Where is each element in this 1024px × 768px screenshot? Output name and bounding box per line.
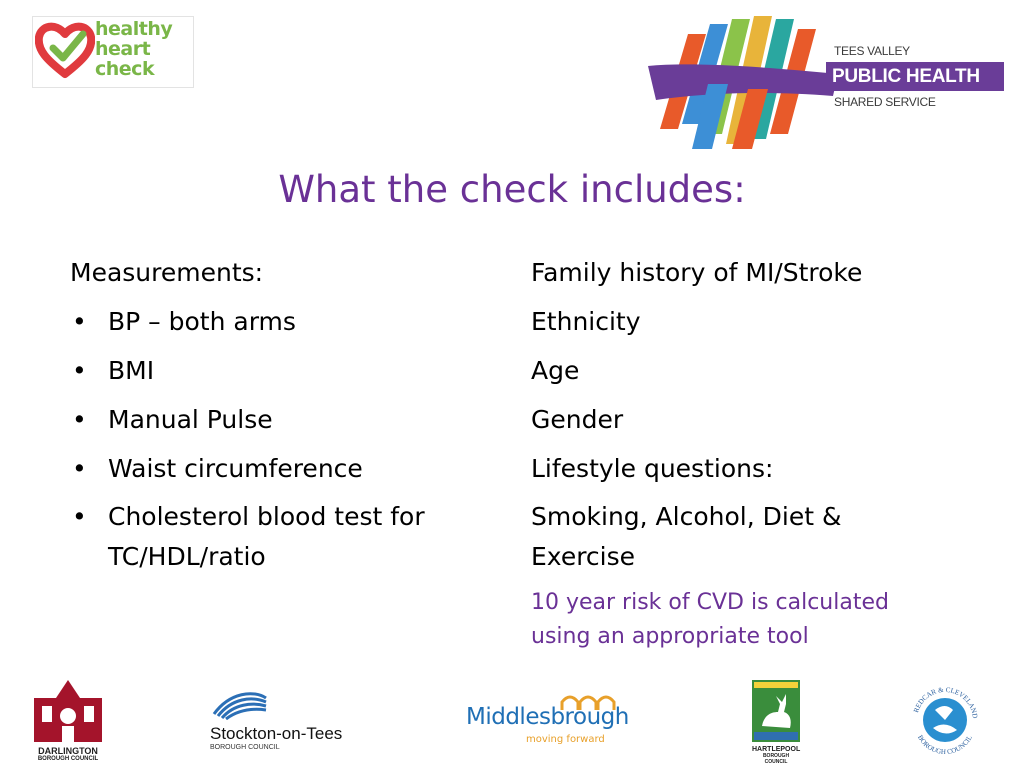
measurements-column xyxy=(70,248,490,577)
hartlepool-hart-icon xyxy=(752,680,800,742)
bullet-item xyxy=(70,444,490,493)
cvd-risk-note: 10 year risk of CVD is calculated using an appropriate tool xyxy=(531,590,889,649)
bullet-item xyxy=(70,297,490,346)
hartlepool-logo xyxy=(752,680,801,765)
redcar-cleveland-logo xyxy=(905,680,985,760)
risk-item: Family history of MI/Stroke xyxy=(531,258,863,287)
risk-item: Lifestyle questions: xyxy=(531,454,774,483)
tees-valley-text: TEES VALLEY xyxy=(834,44,910,58)
risk-item: Ethnicity xyxy=(531,307,641,336)
bullet-item xyxy=(70,493,488,577)
healthy-heart-check-logo xyxy=(32,16,194,88)
darlington-sub-text: BOROUGH COUNCIL xyxy=(37,756,99,762)
stockton-text: Stockton-on-Tees xyxy=(210,724,343,743)
stripes-emblem-icon xyxy=(648,14,848,149)
public-health-text: PUBLIC HEALTH xyxy=(832,66,980,87)
redcar-cleveland-emblem-icon xyxy=(905,680,985,760)
bullet-text: Manual Pulse xyxy=(108,405,273,434)
bullet-item xyxy=(70,395,490,444)
risk-item: Gender xyxy=(531,405,624,434)
stockton-logo xyxy=(210,688,360,758)
bullet-marker: • xyxy=(72,405,87,434)
bullet-marker: • xyxy=(72,356,87,385)
hartlepool-sub-text: BOROUGH COUNCIL xyxy=(762,753,790,765)
risk-factors-column xyxy=(531,248,951,577)
risk-item: Age xyxy=(531,356,580,385)
hhc-logo-text: healthy heart check xyxy=(95,18,173,80)
middlesbrough-sub-text: moving forward xyxy=(526,734,605,745)
stockton-swoosh-icon xyxy=(210,688,270,720)
darlington-text: DARLINGTON xyxy=(38,746,98,756)
bullet-text: BMI xyxy=(108,356,155,385)
bullet-text: Cholesterol blood test for TC/HDL/ratio xyxy=(108,502,425,571)
hartlepool-text: HARTLEPOOL xyxy=(752,746,801,753)
risk-item: Smoking, Alcohol, Diet & Exercise xyxy=(531,502,842,571)
bullet-marker: • xyxy=(72,307,87,336)
shared-service-text: SHARED SERVICE xyxy=(834,95,936,109)
redcar-ring-bottom-text: BOROUGH COUNCIL xyxy=(916,733,974,757)
measurements-heading: Measurements: xyxy=(70,258,264,287)
tees-valley-public-health-logo xyxy=(648,14,1008,149)
redcar-ring-top-text: REDCAR & CLEVELAND xyxy=(912,685,980,719)
darlington-crest-icon xyxy=(28,678,108,742)
stockton-sub-text: BOROUGH COUNCIL xyxy=(210,744,280,751)
slide-title: What the check includes: xyxy=(278,168,746,211)
bullet-text: Waist circumference xyxy=(108,454,363,483)
darlington-logo xyxy=(28,678,108,763)
bullet-text: BP – both arms xyxy=(108,307,296,336)
bullet-item xyxy=(70,346,490,395)
middlesbrough-text: Middlesbrough xyxy=(466,704,629,730)
middlesbrough-logo xyxy=(466,690,636,750)
public-health-band xyxy=(826,62,1004,91)
bullet-marker: • xyxy=(72,454,87,483)
heart-check-icon xyxy=(35,20,95,82)
bullet-marker: • xyxy=(72,502,87,531)
